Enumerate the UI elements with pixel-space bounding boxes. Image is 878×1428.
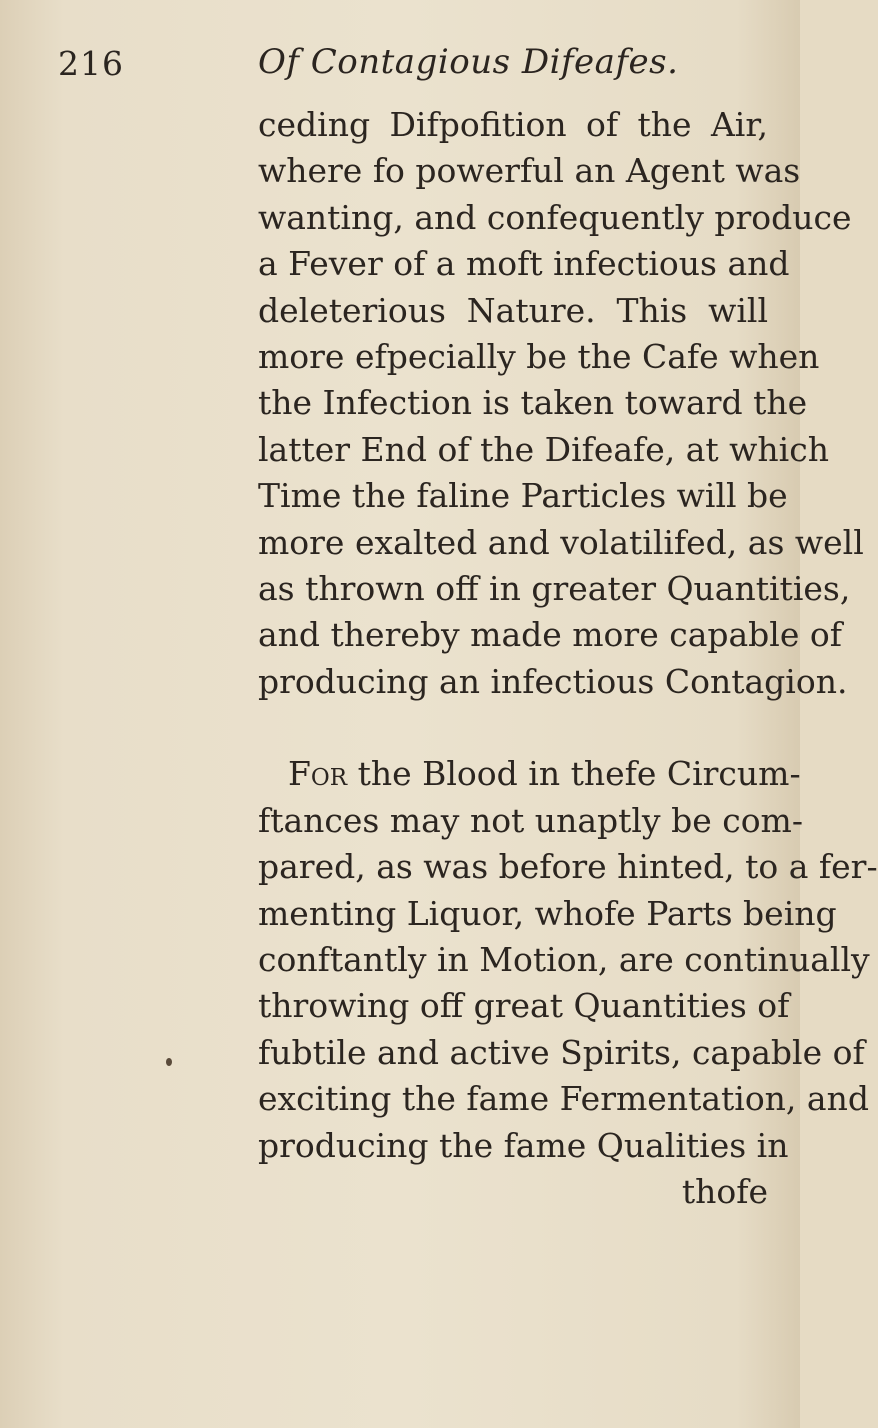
text-line: producing the fame Qualities in [258, 1125, 789, 1165]
text-line: ceding Difpofition of the Air, [258, 105, 768, 144]
paragraph-2 [258, 751, 878, 1215]
text-line: more efpecially be the Cafe when [258, 337, 820, 377]
text-line: as thrown off in greater Quantities, [258, 569, 851, 609]
text-line: menting Liquor, whofe Parts being [258, 893, 837, 933]
text-line: latter End of the Difeafe, at which [258, 429, 829, 469]
text-line: the Infection is taken toward the [258, 383, 808, 423]
text-line: more exalted and volatilifed, as well [258, 522, 864, 562]
running-title: Of Contagious Difeafes. [258, 42, 679, 82]
text-line-first [258, 751, 801, 797]
paragraph-gap [258, 705, 768, 751]
text-line: and thereby made more capable of [258, 615, 842, 655]
text-line: fubtile and active Spirits, capable of [258, 1032, 865, 1072]
paragraph-1 [258, 102, 864, 705]
text-line: where fo powerful an Agent was [258, 151, 801, 191]
text-line: conftantly in Motion, are continually [258, 939, 870, 979]
text-line: wanting, and confequently produce [258, 197, 852, 237]
text-line: throwing off great Quantities of [258, 986, 790, 1026]
paragraph-opening-word: For [288, 754, 348, 794]
text-line: deleterious Nature. This will [258, 290, 768, 330]
ink-speck [166, 1058, 172, 1066]
catchword: thofe [681, 1171, 768, 1211]
page-number: 216 [58, 44, 124, 83]
text-line: a Fever of a moft infectious and [258, 244, 790, 284]
text-line: Time the faline Particles will be [258, 476, 788, 516]
text-line: pared, as was before hinted, to a fer- [258, 847, 878, 887]
text-line: ftances may not unaptly be com- [258, 800, 803, 840]
body-text [258, 102, 878, 1215]
first-line-rest: the Blood in thefe Circum- [357, 754, 801, 794]
text-line: producing an infectious Contagion. [258, 661, 848, 701]
text-line: exciting the fame Fermentation, and [258, 1079, 869, 1119]
